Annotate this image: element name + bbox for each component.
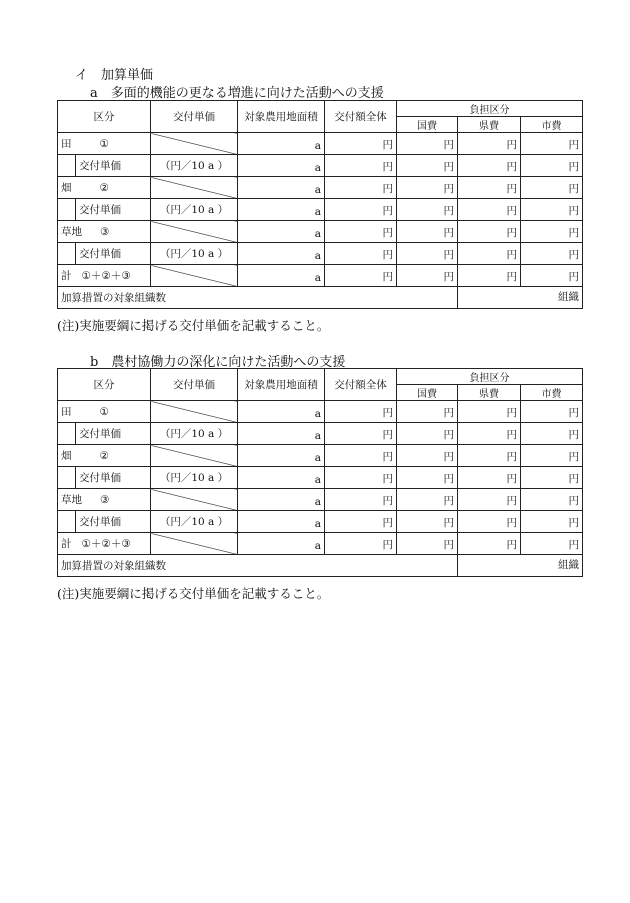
prefecture-cell: 円	[458, 177, 521, 199]
header-burden: 負担区分	[397, 101, 583, 117]
header-row	[58, 369, 583, 385]
header-category: 区分	[58, 369, 151, 401]
area-cell: a	[238, 177, 325, 199]
section-b-title: b 農村協働力の深化に向けた活動への支援	[90, 355, 346, 370]
diagonal-cell	[151, 177, 238, 199]
section-a-title: a 多面的機能の更なる増進に向けた活動への支援	[90, 86, 384, 101]
row-label-paddy: 田 ①	[58, 133, 151, 155]
total-cell: 円	[325, 423, 397, 445]
total-cell: 円	[325, 401, 397, 423]
national-cell: 円	[397, 177, 458, 199]
national-cell: 円	[397, 467, 458, 489]
total-cell: 円	[325, 177, 397, 199]
national-cell: 円	[397, 199, 458, 221]
header-category: 区分	[58, 101, 151, 133]
area-cell: a	[238, 445, 325, 467]
per-unit-cell: （円／10 a ）	[151, 199, 238, 221]
prefecture-cell: 円	[458, 489, 521, 511]
row-label-paddy: 田 ①	[58, 401, 151, 423]
city-cell: 円	[521, 243, 583, 265]
national-cell: 円	[397, 401, 458, 423]
area-cell: a	[238, 243, 325, 265]
row-label-unit-price: 交付単価	[76, 243, 151, 265]
prefecture-cell: 円	[458, 533, 521, 555]
national-cell: 円	[397, 265, 458, 287]
area-cell: a	[238, 489, 325, 511]
diagonal-cell	[151, 489, 238, 511]
diagonal-cell	[151, 533, 238, 555]
header-national: 国費	[397, 117, 458, 133]
per-unit-cell: （円／10 a ）	[151, 511, 238, 533]
prefecture-cell: 円	[458, 155, 521, 177]
header-area: 対象農用地面積	[238, 369, 325, 401]
total-cell: 円	[325, 221, 397, 243]
row-label-unit-price: 交付単価	[76, 467, 151, 489]
indent-spacer	[58, 243, 76, 265]
row-label-total: 計 ①＋②＋③	[58, 265, 151, 287]
area-cell: a	[238, 533, 325, 555]
area-cell: a	[238, 155, 325, 177]
table-row	[58, 401, 583, 423]
national-cell: 円	[397, 445, 458, 467]
prefecture-cell: 円	[458, 423, 521, 445]
header-unit-price: 交付単価	[151, 101, 238, 133]
total-cell: 円	[325, 533, 397, 555]
header-prefecture: 県費	[458, 385, 521, 401]
table-row	[58, 155, 583, 177]
table-row	[58, 511, 583, 533]
diagonal-cell	[151, 133, 238, 155]
area-cell: a	[238, 133, 325, 155]
prefecture-cell: 円	[458, 401, 521, 423]
prefecture-cell: 円	[458, 511, 521, 533]
national-cell: 円	[397, 155, 458, 177]
total-cell: 円	[325, 511, 397, 533]
table-row	[58, 533, 583, 555]
row-label-grass: 草地 ③	[58, 489, 151, 511]
indent-spacer	[58, 423, 76, 445]
per-unit-cell: （円／10 a ）	[151, 467, 238, 489]
table-row	[58, 489, 583, 511]
national-cell: 円	[397, 133, 458, 155]
national-cell: 円	[397, 221, 458, 243]
row-label-unit-price: 交付単価	[76, 155, 151, 177]
per-unit-cell: （円／10 a ）	[151, 243, 238, 265]
header-unit-price: 交付単価	[151, 369, 238, 401]
total-cell: 円	[325, 265, 397, 287]
prefecture-cell: 円	[458, 221, 521, 243]
org-count-unit: 組織	[458, 555, 583, 577]
city-cell: 円	[521, 265, 583, 287]
area-cell: a	[238, 221, 325, 243]
total-cell: 円	[325, 199, 397, 221]
table-row	[58, 177, 583, 199]
indent-spacer	[58, 199, 76, 221]
header-city: 市費	[521, 385, 583, 401]
national-cell: 円	[397, 423, 458, 445]
diagonal-cell	[151, 265, 238, 287]
table-row	[58, 423, 583, 445]
per-unit-cell: （円／10 a ）	[151, 423, 238, 445]
note-text: (注)実施要綱に掲げる交付単価を記載すること。	[57, 586, 330, 601]
prefecture-cell: 円	[458, 199, 521, 221]
national-cell: 円	[397, 511, 458, 533]
table-row	[58, 243, 583, 265]
city-cell: 円	[521, 221, 583, 243]
per-unit-cell: （円／10 a ）	[151, 155, 238, 177]
table-b	[57, 368, 583, 577]
row-label-grass: 草地 ③	[58, 221, 151, 243]
prefecture-cell: 円	[458, 445, 521, 467]
row-label-unit-price: 交付単価	[76, 511, 151, 533]
indent-spacer	[58, 511, 76, 533]
area-cell: a	[238, 423, 325, 445]
indent-spacer	[58, 467, 76, 489]
total-cell: 円	[325, 155, 397, 177]
header-city: 市費	[521, 117, 583, 133]
header-row	[58, 101, 583, 117]
row-label-unit-price: 交付単価	[76, 199, 151, 221]
diagonal-cell	[151, 401, 238, 423]
city-cell: 円	[521, 199, 583, 221]
total-cell: 円	[325, 489, 397, 511]
header-area: 対象農用地面積	[238, 101, 325, 133]
header-burden: 負担区分	[397, 369, 583, 385]
total-cell: 円	[325, 445, 397, 467]
city-cell: 円	[521, 533, 583, 555]
area-cell: a	[238, 511, 325, 533]
row-label-field: 畑 ②	[58, 445, 151, 467]
org-count-unit: 組織	[458, 287, 583, 309]
area-cell: a	[238, 401, 325, 423]
header-prefecture: 県費	[458, 117, 521, 133]
area-cell: a	[238, 467, 325, 489]
header-total: 交付額全体	[325, 101, 397, 133]
national-cell: 円	[397, 533, 458, 555]
table-a	[57, 100, 583, 309]
org-count-row	[58, 287, 583, 309]
header-total: 交付額全体	[325, 369, 397, 401]
city-cell: 円	[521, 511, 583, 533]
city-cell: 円	[521, 423, 583, 445]
table-row	[58, 199, 583, 221]
area-cell: a	[238, 199, 325, 221]
org-count-row	[58, 555, 583, 577]
section-heading: イ 加算単価	[75, 68, 154, 83]
row-label-unit-price: 交付単価	[76, 423, 151, 445]
row-label-total: 計 ①＋②＋③	[58, 533, 151, 555]
diagonal-cell	[151, 221, 238, 243]
prefecture-cell: 円	[458, 133, 521, 155]
indent-spacer	[58, 155, 76, 177]
org-count-label: 加算措置の対象組織数	[58, 555, 458, 577]
area-cell: a	[238, 265, 325, 287]
city-cell: 円	[521, 467, 583, 489]
table-row	[58, 133, 583, 155]
header-national: 国費	[397, 385, 458, 401]
city-cell: 円	[521, 133, 583, 155]
city-cell: 円	[521, 401, 583, 423]
prefecture-cell: 円	[458, 265, 521, 287]
total-cell: 円	[325, 467, 397, 489]
table-row	[58, 445, 583, 467]
total-cell: 円	[325, 133, 397, 155]
city-cell: 円	[521, 155, 583, 177]
city-cell: 円	[521, 177, 583, 199]
table-row	[58, 467, 583, 489]
total-cell: 円	[325, 243, 397, 265]
table-row	[58, 265, 583, 287]
prefecture-cell: 円	[458, 467, 521, 489]
city-cell: 円	[521, 445, 583, 467]
org-count-label: 加算措置の対象組織数	[58, 287, 458, 309]
note-text: (注)実施要綱に掲げる交付単価を記載すること。	[57, 318, 330, 333]
diagonal-cell	[151, 445, 238, 467]
table-row	[58, 221, 583, 243]
prefecture-cell: 円	[458, 243, 521, 265]
city-cell: 円	[521, 489, 583, 511]
national-cell: 円	[397, 489, 458, 511]
row-label-field: 畑 ②	[58, 177, 151, 199]
national-cell: 円	[397, 243, 458, 265]
